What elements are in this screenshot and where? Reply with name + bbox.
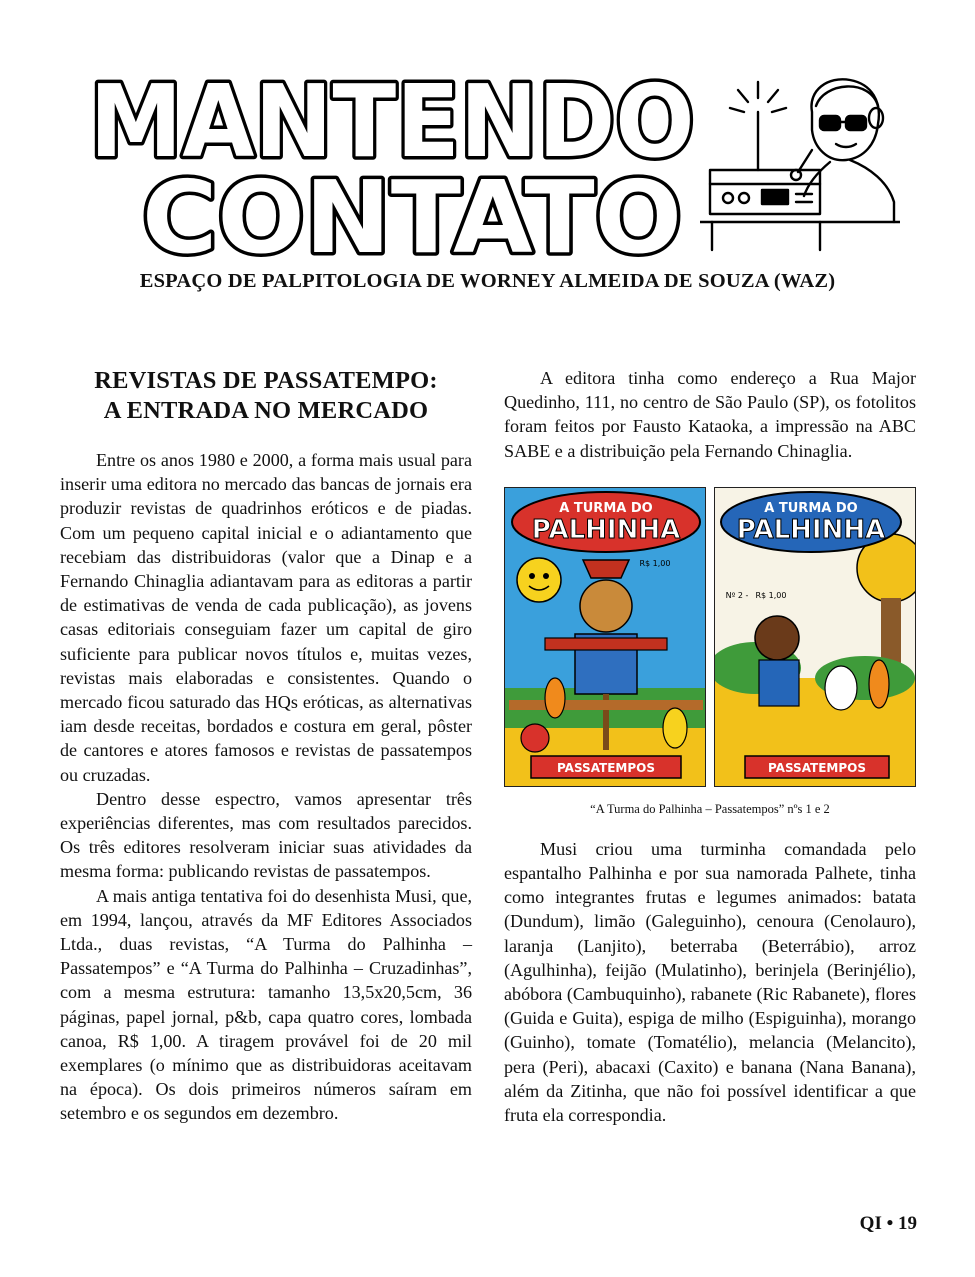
radio-operator-illustration bbox=[700, 72, 900, 257]
masthead bbox=[82, 72, 902, 262]
article-title bbox=[60, 366, 472, 426]
logo-mantendo-contato bbox=[82, 72, 702, 262]
cover-2-title-top: A TURMA DO bbox=[764, 500, 858, 516]
article-title-line-2: A ENTRADA NO MERCADO bbox=[103, 397, 429, 424]
cover-1-price: R$ 1,00 bbox=[639, 558, 671, 568]
page-number: QI • 19 bbox=[859, 1213, 917, 1234]
paragraph: Entre os anos 1980 e 2000, a forma mais usual para inserir uma editora no mercado das bancas de jornais era produzir revistas de quadrinhos eróticos e de piadas. Com um pequeno capital inicial e o adiantamento que recebiam das distribuidoras (valor que a Dinap e a Fernando Chinaglia adiantavam para as editoras a partir de estimativas de venda de cada publicação), as jovens casas editoriais conseguiam fazer um capital de giro suficiente para publicar novos títulos e, muitas vezes, revistas mais elaboradas e consistentes. Quando o mercado ficou saturado das HQs eróticas, as alternativas iam desde receitas, bordados e costura em geral, pôster de cantores e atores famosos e revistas de passatempos ou cruzadas. bbox=[60, 450, 472, 785]
cover-2-issue: Nº 2 - bbox=[725, 590, 749, 600]
cover-1-title-top: A TURMA DO bbox=[559, 500, 653, 516]
magazine-covers bbox=[504, 487, 916, 787]
article-title-line-1: REVISTAS DE PASSATEMPO: bbox=[94, 367, 438, 394]
cover-1-footer: PASSATEMPOS bbox=[556, 760, 656, 775]
right-column bbox=[504, 366, 916, 1127]
left-column bbox=[60, 366, 472, 1126]
figure-caption: “A Turma do Palhinha – Passatempos” nºs 1 e 2 bbox=[590, 801, 830, 816]
paragraph: Dentro desse espectro, vamos apresentar três experiências diferentes, mas com resultados parecidos. Os três editores resolveram iniciar suas atividades da mesma forma: publicando revistas de passatempos. bbox=[60, 788, 472, 882]
cover-2-footer: PASSATEMPOS bbox=[767, 760, 867, 775]
masthead-subtitle: ESPAÇO DE PALPITOLOGIA DE WORNEY ALMEIDA DE SOUZA (WAZ) bbox=[139, 270, 836, 292]
cover-1-title-main: PALHINHA bbox=[531, 514, 681, 545]
paragraph: A editora tinha como endereço a Rua Major Quedinho, 111, no centro de São Paulo (SP), os fotolitos foram feitos por Fausto Kataoka, a impressão na ABC SABE e a distribuição pela Fernando Chinaglia. bbox=[504, 368, 916, 461]
magazine-cover-1 bbox=[504, 487, 706, 787]
cover-2-price: R$ 1,00 bbox=[755, 590, 787, 600]
paragraph: A mais antiga tentativa foi do desenhista Musi, que, em 1994, lançou, através da MF Editores Associados Ltda., duas revistas, “A Turma do Palhinha – Passatempos” e “A Turma do Palhinha – Cruzadinhas”, com a mesma estrutura: tamanho 13,5x20,5cm, 36 páginas, papel jornal, p&b, capa quatro cores, lombada canoa, R$ 1,00. A tiragem provável foi de 20 mil exemplares (o mínimo que as distribuidoras aceitavam na época). Os dois primeiros números saíram em setembro e os segundos em dezembro. bbox=[60, 885, 472, 1124]
paragraph: Musi criou uma turminha comandada pelo espantalho Palhinha e por sua namorada Palhete, tinha como integrantes frutas e legumes animados: batata (Dundum), limão (Galeguinho), cenoura (Cenolauro), laranja (Lanjito), beterraba (Beterrábio), arroz (Agulhinha), feijão (Mulatinho), berinjela (Berinjélio), abóbora (Cambuquinho), rabanete (Ric Rabanete), flores (Guida e Guita), espiga de milho (Espiguinha), morango (Guinho), tomate (Tomatélio), melancia (Melancito), pera (Peri), abacaxi (Caxito) e banana (Nana Banana), além da Zitinha, que não foi possível identificar a que fruta ela correspondia. bbox=[504, 838, 916, 1126]
magazine-cover-2 bbox=[714, 487, 916, 787]
cover-2-title-main: PALHINHA bbox=[736, 514, 886, 545]
logo-line-2: CONTATO bbox=[142, 159, 682, 262]
logo-line-1: MANTENDO bbox=[89, 72, 695, 180]
